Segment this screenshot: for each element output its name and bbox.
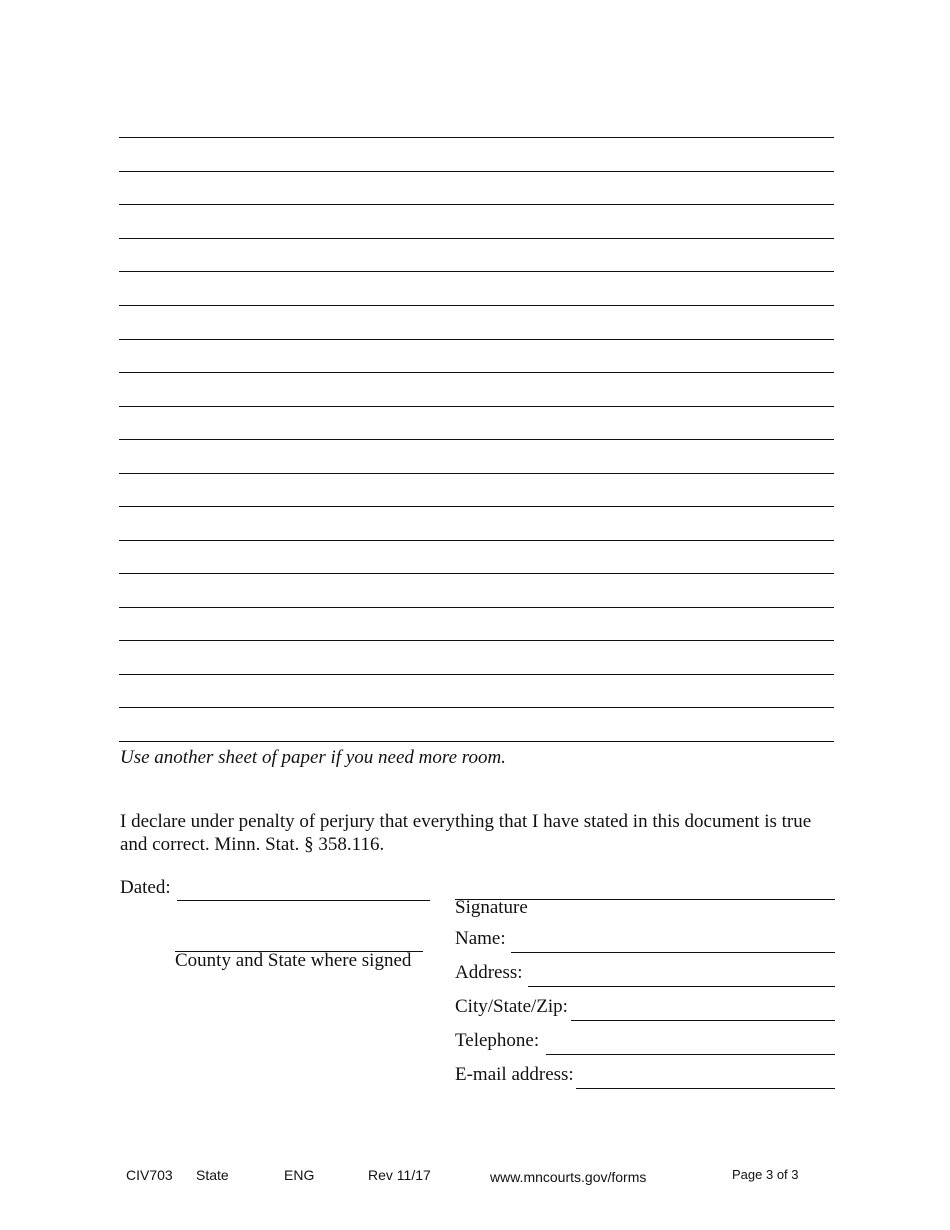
writing-line[interactable]: [119, 238, 834, 239]
writing-line[interactable]: [119, 439, 834, 440]
name-label: Name:: [455, 928, 506, 949]
address-field[interactable]: [528, 986, 835, 987]
writing-line[interactable]: [119, 171, 834, 172]
writing-line[interactable]: [119, 372, 834, 373]
county-state-label: County and State where signed: [175, 950, 412, 971]
writing-line[interactable]: [119, 271, 834, 272]
writing-line[interactable]: [119, 473, 834, 474]
telephone-label: Telephone:: [455, 1030, 540, 1051]
footer-language: ENG: [284, 1167, 315, 1183]
writing-line[interactable]: [119, 707, 834, 708]
address-label: Address:: [455, 962, 523, 983]
email-label: E-mail address:: [455, 1064, 574, 1085]
writing-line[interactable]: [119, 573, 834, 574]
footer-revision: Rev 11/17: [368, 1167, 431, 1183]
city-state-zip-field[interactable]: [571, 1020, 835, 1021]
dated-label: Dated:: [120, 877, 171, 898]
writing-line[interactable]: [119, 406, 834, 407]
writing-line[interactable]: [119, 674, 834, 675]
dated-field[interactable]: [177, 900, 430, 901]
writing-line[interactable]: [119, 540, 834, 541]
writing-line[interactable]: [119, 305, 834, 306]
writing-line[interactable]: [119, 137, 834, 138]
writing-line[interactable]: [119, 506, 834, 507]
footer-url: www.mncourts.gov/forms: [490, 1169, 647, 1185]
footer-form-number: CIV703: [126, 1167, 173, 1183]
footer-page-number: Page 3 of 3: [732, 1167, 799, 1182]
footer-jurisdiction: State: [196, 1167, 229, 1183]
writing-line[interactable]: [119, 204, 834, 205]
writing-line[interactable]: [119, 339, 834, 340]
writing-line[interactable]: [119, 607, 834, 608]
perjury-declaration: I declare under penalty of perjury that everything that I have stated in this document is true and correct. Minn. Stat. § 358.116.: [120, 811, 812, 855]
telephone-field[interactable]: [546, 1054, 835, 1055]
name-field[interactable]: [511, 952, 835, 953]
writing-line[interactable]: [119, 741, 834, 742]
signature-label: Signature: [455, 897, 528, 918]
email-field[interactable]: [576, 1088, 835, 1089]
continuation-note: Use another sheet of paper if you need more room.: [120, 747, 506, 768]
writing-line[interactable]: [119, 640, 834, 641]
city-state-zip-label: City/State/Zip:: [455, 996, 568, 1017]
